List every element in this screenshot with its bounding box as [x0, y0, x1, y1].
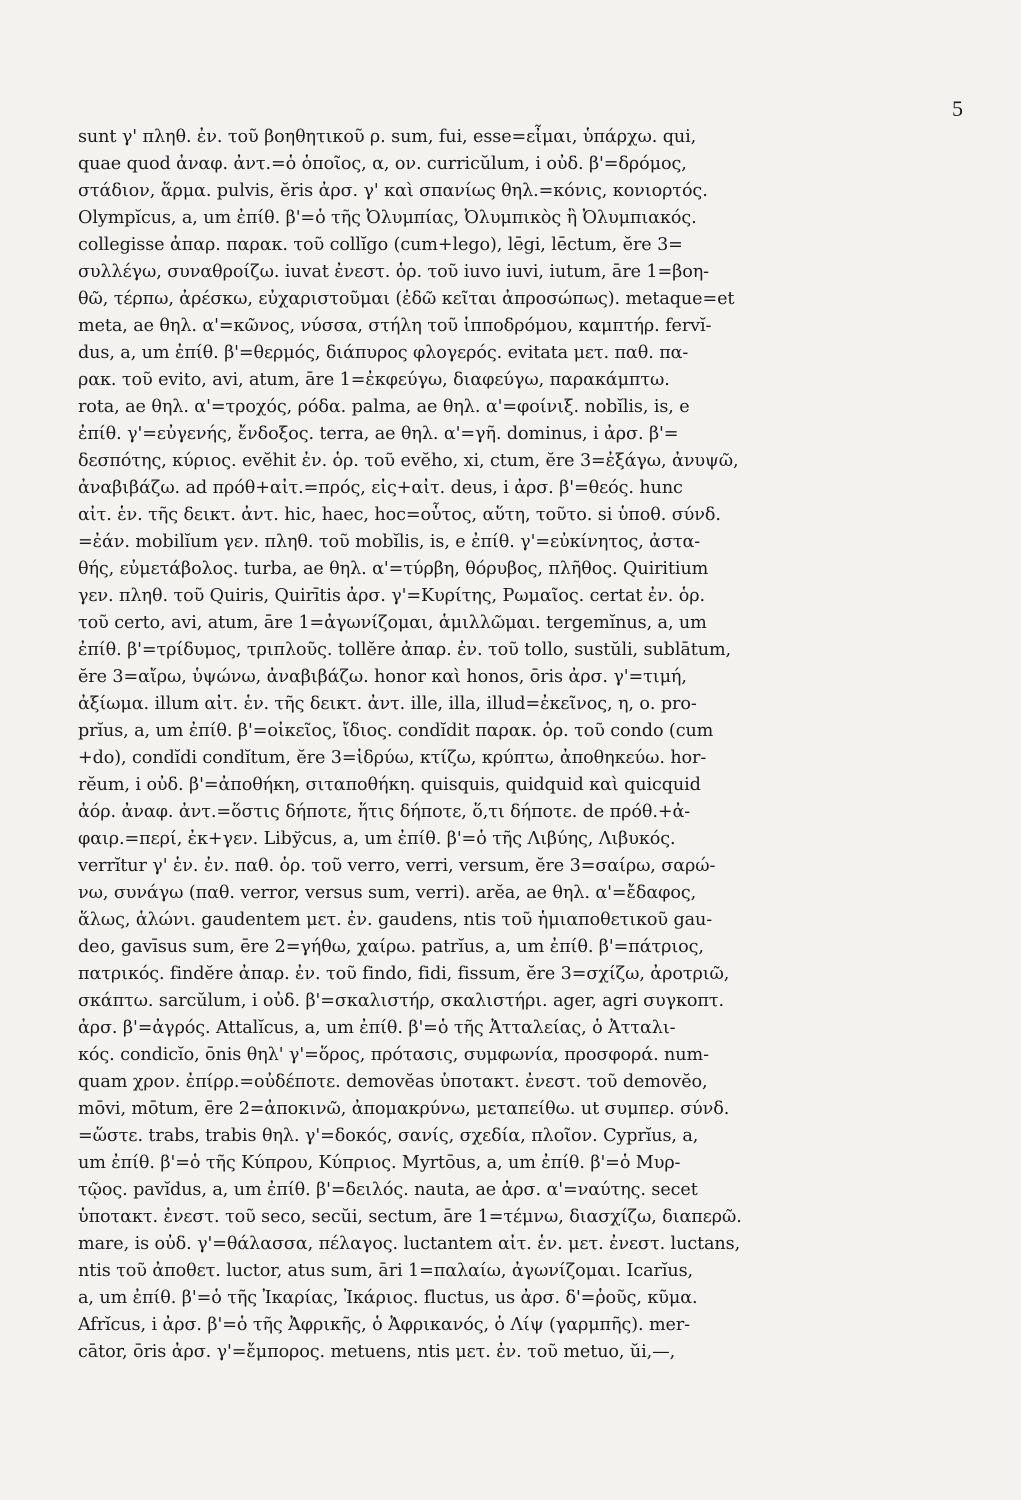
text-line: νω, συνάγω (παθ. verror, versus sum, verri). arĕa, ae θηλ. α'=ἔδαφος,: [78, 883, 697, 903]
text-line: sunt γ' πληθ. ἐν. τοῦ βοηθητικοῦ ρ. sum, fui, esse=εἶμαι, ὑπάρχω. qui,: [78, 127, 697, 147]
text-line: δεσπότης, κύριος. evĕhit ἐν. ὁρ. τοῦ evĕho, xi, ctum, ĕre 3=ἐξάγω, ἀνυψῶ,: [78, 451, 739, 471]
text-line: +do), condĭdi condĭtum, ĕre 3=ἱδρύω, κτίζω, κρύπτω, ἀποθηκεύω. hor-: [78, 748, 707, 768]
text-line: θής, εὐμετάβολος. turba, ae θηλ. α'=τύρβη, θόρυβος, πλῆθος. Quiritium: [78, 559, 709, 579]
text-line: συλλέγω, συναθροίζω. iuvat ἐνεστ. ὁρ. τοῦ iuvo iuvi, iutum, āre 1=βοη-: [78, 262, 710, 282]
text-line: cātor, ōris ἀρσ. γ'=ἔμπορος. metuens, ntis μετ. ἐν. τοῦ metuo, ŭi,—,: [78, 1342, 676, 1362]
text-line: verrĭtur γ' ἑν. ἐν. παθ. ὁρ. τοῦ verro, verri, versum, ĕre 3=σαίρω, σαρώ-: [78, 856, 716, 876]
text-line: meta, ae θηλ. α'=κῶνος, νύσσα, στήλη τοῦ ἱπποδρόμου, καμπτήρ. fervĭ-: [78, 316, 712, 336]
text-line: ἐπίθ. β'=τρίδυμος, τριπλοῦς. tollĕre ἀπαρ. ἐν. τοῦ tollo, sustŭli, sublātum,: [78, 640, 732, 660]
text-line: =ἐάν. mobilĭum γεν. πληθ. τοῦ mobĭlis, is, e ἐπίθ. γ'=εὐκίνητος, ἀστα-: [78, 532, 701, 552]
text-line: στάδιον, ἅρμα. pulvis, ĕris ἀρσ. γ' καὶ σπανίως θηλ.=κόνις, κονιορτός.: [78, 181, 708, 201]
text-line: deo, gavīsus sum, ēre 2=γήθω, χαίρω. patrĭus, a, um ἐπίθ. β'=πάτριος,: [78, 937, 704, 957]
page-number: 5: [952, 96, 963, 121]
text-line: πατρικός. findĕre ἀπαρ. ἐν. τοῦ findo, fidi, fissum, ĕre 3=σχίζω, ἀροτριῶ,: [78, 964, 730, 984]
text-line: ρακ. τοῦ evito, avi, atum, āre 1=ἐκφεύγω, διαφεύγω, παρακάμπτω.: [78, 370, 670, 390]
text-line: rĕum, i οὐδ. β'=ἀποθήκη, σιταποθήκη. quisquis, quidquid καὶ quicquid: [78, 775, 701, 795]
text-line: ἀρσ. β'=ἀγρός. Attalĭcus, a, um ἐπίθ. β'=ὁ τῆς Ἀτταλείας, ὁ Ἀτταλι-: [78, 1018, 676, 1038]
text-line: ἀναβιβάζω. ad πρόθ+αἰτ.=πρός, εἰς+αἰτ. deus, i ἀρσ. β'=θεός. hunc: [78, 478, 683, 498]
text-line: mare, is οὐδ. γ'=θάλασσα, πέλαγος. luctantem αἰτ. ἑν. μετ. ἐνεστ. luctans,: [78, 1234, 741, 1254]
text-line: ὑποτακτ. ἐνεστ. τοῦ seco, secŭi, sectum, āre 1=τέμνω, διασχίζω, διαπερῶ.: [78, 1207, 742, 1227]
text-line: rota, ae θηλ. α'=τροχός, ρόδα. palma, ae θηλ. α'=φοίνιξ. nobĭlis, is, e: [78, 397, 690, 417]
text-line: ἅλως, ἁλώνι. gaudentem μετ. ἐν. gaudens, ntis τοῦ ἡμιαποθετικοῦ gau-: [78, 910, 713, 930]
text-line: σκάπτω. sarcŭlum, i οὐδ. β'=σκαλιστήρ, σκαλιστήρι. ager, agri συγκοπτ.: [78, 991, 724, 1011]
text-line: κός. condicĭo, ōnis θηλ' γ'=ὅρος, πρότασις, συμφωνία, προσφορά. num-: [78, 1045, 709, 1065]
text-line: θῶ, τέρπω, ἀρέσκω, εὐχαριστοῦμαι (ἐδῶ κεῖται ἀπροσώπως). metaque=et: [78, 289, 735, 309]
text-line: quae quod ἀναφ. ἀντ.=ὁ ὁποῖος, α, ον. curricŭlum, i οὐδ. β'=δρόμος,: [78, 154, 687, 174]
text-line: Afrĭcus, i ἀρσ. β'=ὁ τῆς Ἀφρικῆς, ὁ Ἀφρικανός, ὁ Λίψ (γαρμπῆς). mer-: [78, 1315, 691, 1335]
text-line: τῷος. pavĭdus, a, um ἐπίθ. β'=δειλός. nauta, ae ἀρσ. α'=ναύτης. secet: [78, 1180, 698, 1200]
text-line: [78, 1366, 948, 1393]
text-line: Olympĭcus, a, um ἐπίθ. β'=ὁ τῆς Ὀλυμπίας, Ὀλυμπικὸς ἢ Ὀλυμπιακός.: [78, 208, 697, 228]
text-line: ἀόρ. ἀναφ. ἀντ.=ὅστις δήποτε, ἥτις δήποτε, ὅ,τι δήποτε. de πρόθ.+ἀ-: [78, 802, 691, 822]
text-line: ἐπίθ. γ'=εὐγενής, ἔνδοξος. terra, ae θηλ. α'=γῆ. dominus, i ἀρσ. β'=: [78, 424, 679, 444]
text-line: αἰτ. ἑν. τῆς δεικτ. ἀντ. hic, haec, hoc=οὗτος, αὕτη, τοῦτο. si ὑποθ. σύνδ.: [78, 505, 721, 525]
text-line: ἀξίωμα. illum αἰτ. ἑν. τῆς δεικτ. ἀντ. ille, illa, illud=ἐκεῖνος, η, ο. pro-: [78, 694, 697, 714]
text-line: φαιρ.=περί, ἐκ+γεν. Libўcus, a, um ἐπίθ. β'=ὁ τῆς Λιβύης, Λιβυκός.: [78, 829, 676, 849]
text-line: um ἐπίθ. β'=ὁ τῆς Κύπρου, Κύπριος. Myrtōus, a, um ἐπίθ. β'=ὁ Μυρ-: [78, 1153, 681, 1173]
text-line: γεν. πληθ. τοῦ Quiris, Quirītis ἀρσ. γ'=Κυρίτης, Ρωμαῖος. certat ἐν. ὁρ.: [78, 586, 706, 606]
text-line: quam χρον. ἐπίρρ.=οὐδέποτε. demovĕas ὑποτακτ. ἐνεστ. τοῦ demovĕo,: [78, 1072, 708, 1092]
text-line: dus, a, um ἐπίθ. β'=θερμός, διάπυρος φλογερός. evitata μετ. παθ. πα-: [78, 343, 689, 363]
text-line: ĕre 3=αἴρω, ὑψώνω, ἀναβιβάζω. honor καὶ honos, ōris ἀρσ. γ'=τιμή,: [78, 667, 687, 687]
text-line: mōvi, mōtum, ēre 2=ἀποκινῶ, ἀπομακρύνω, μεταπείθω. ut συμπερ. σύνδ.: [78, 1099, 730, 1119]
text-line: collegisse ἀπαρ. παρακ. τοῦ collĭgo (cum+lego), lēgi, lēctum, ĕre 3=: [78, 235, 683, 255]
text-line: τοῦ certo, avi, atum, āre 1=ἀγωνίζομαι, ἁμιλλῶμαι. tergemĭnus, a, um: [78, 613, 707, 633]
text-line: =ὥστε. trabs, trabis θηλ. γ'=δοκός, σανίς, σχεδία, πλοῖον. Cyprĭus, a,: [78, 1126, 699, 1146]
text-line: a, um ἐπίθ. β'=ὁ τῆς Ἰκαρίας, Ἰκάριος. fluctus, us ἀρσ. δ'=ῥοῦς, κῦμα.: [78, 1288, 698, 1308]
text-line: ntis τοῦ ἀποθετ. luctor, atus sum, āri 1=παλαίω, ἀγωνίζομαι. Icarĭus,: [78, 1261, 694, 1281]
glossary-text: [78, 124, 948, 1393]
text-line: prĭus, a, um ἐπίθ. β'=οἰκεῖος, ἴδιος. condĭdit παρακ. ὁρ. τοῦ condo (cum: [78, 721, 714, 741]
